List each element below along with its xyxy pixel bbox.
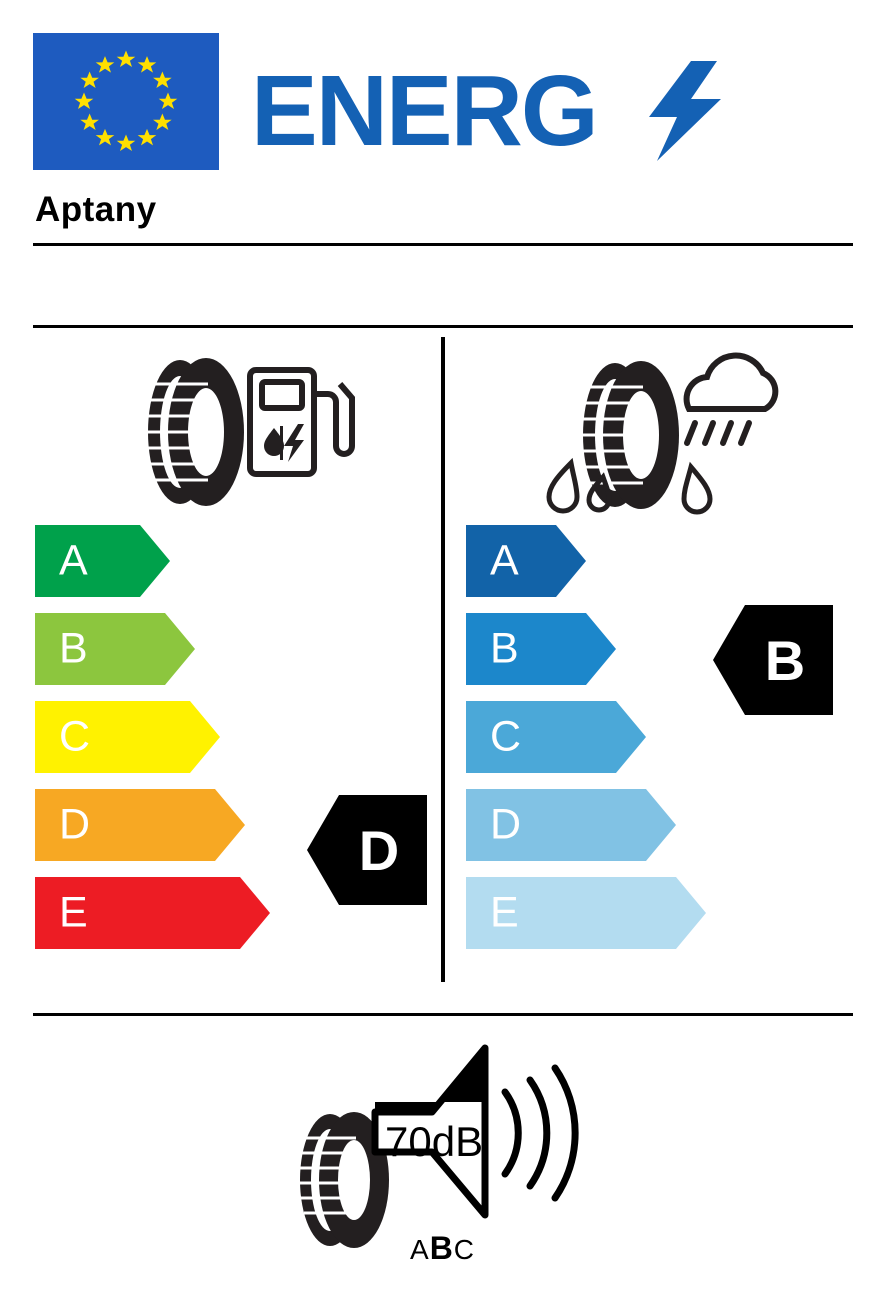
rain-cloud-icon	[687, 356, 776, 443]
noise-panel	[280, 1040, 610, 1270]
wet-grade-letter: E	[490, 888, 519, 937]
wet-result-badge	[713, 605, 833, 715]
divider-above-noise	[33, 1013, 853, 1016]
fuel-grade-letter: A	[59, 536, 88, 585]
brand-name: Aptany	[35, 190, 157, 229]
wet-grade-letter: C	[490, 712, 522, 761]
divider-under-brand	[33, 243, 853, 246]
fuel-result-letter: D	[358, 818, 400, 882]
divider-top-panels	[33, 325, 853, 328]
divider-vertical	[441, 337, 445, 982]
fuel-grade-letter: C	[59, 712, 91, 761]
fuel-result-badge	[307, 795, 427, 905]
wet-grade-arrow-b	[466, 613, 616, 685]
wet-grade-letter: B	[490, 624, 519, 673]
energ-wordmark: ENERG	[251, 55, 597, 167]
wet-result-letter: B	[764, 628, 806, 692]
fuel-grade-arrow-a	[35, 525, 170, 597]
noise-value: 70dB	[385, 1118, 484, 1165]
sound-waves-icon	[505, 1068, 575, 1198]
wet-grade-letter: A	[490, 536, 519, 585]
fuel-grade-letter: D	[59, 800, 91, 849]
fuel-grade-letter: E	[59, 888, 88, 937]
fuel-pictogram	[128, 350, 358, 520]
wet-grade-arrow-a	[466, 525, 586, 597]
tire-icon	[148, 358, 244, 506]
lightning-bolt-icon	[645, 61, 725, 161]
noise-class-c: C	[453, 1234, 476, 1265]
fuel-pump-icon	[250, 370, 352, 474]
noise-class-b: B	[429, 1230, 454, 1266]
energy-label-header	[33, 33, 853, 173]
eu-stars	[33, 33, 219, 170]
fuel-grade-letter: B	[59, 624, 88, 673]
noise-class-a: A	[410, 1234, 430, 1265]
wet-grip-pictogram	[523, 345, 783, 530]
eu-flag-icon	[33, 33, 219, 170]
noise-class-scale	[410, 1230, 475, 1267]
wet-grade-letter: D	[490, 800, 522, 849]
